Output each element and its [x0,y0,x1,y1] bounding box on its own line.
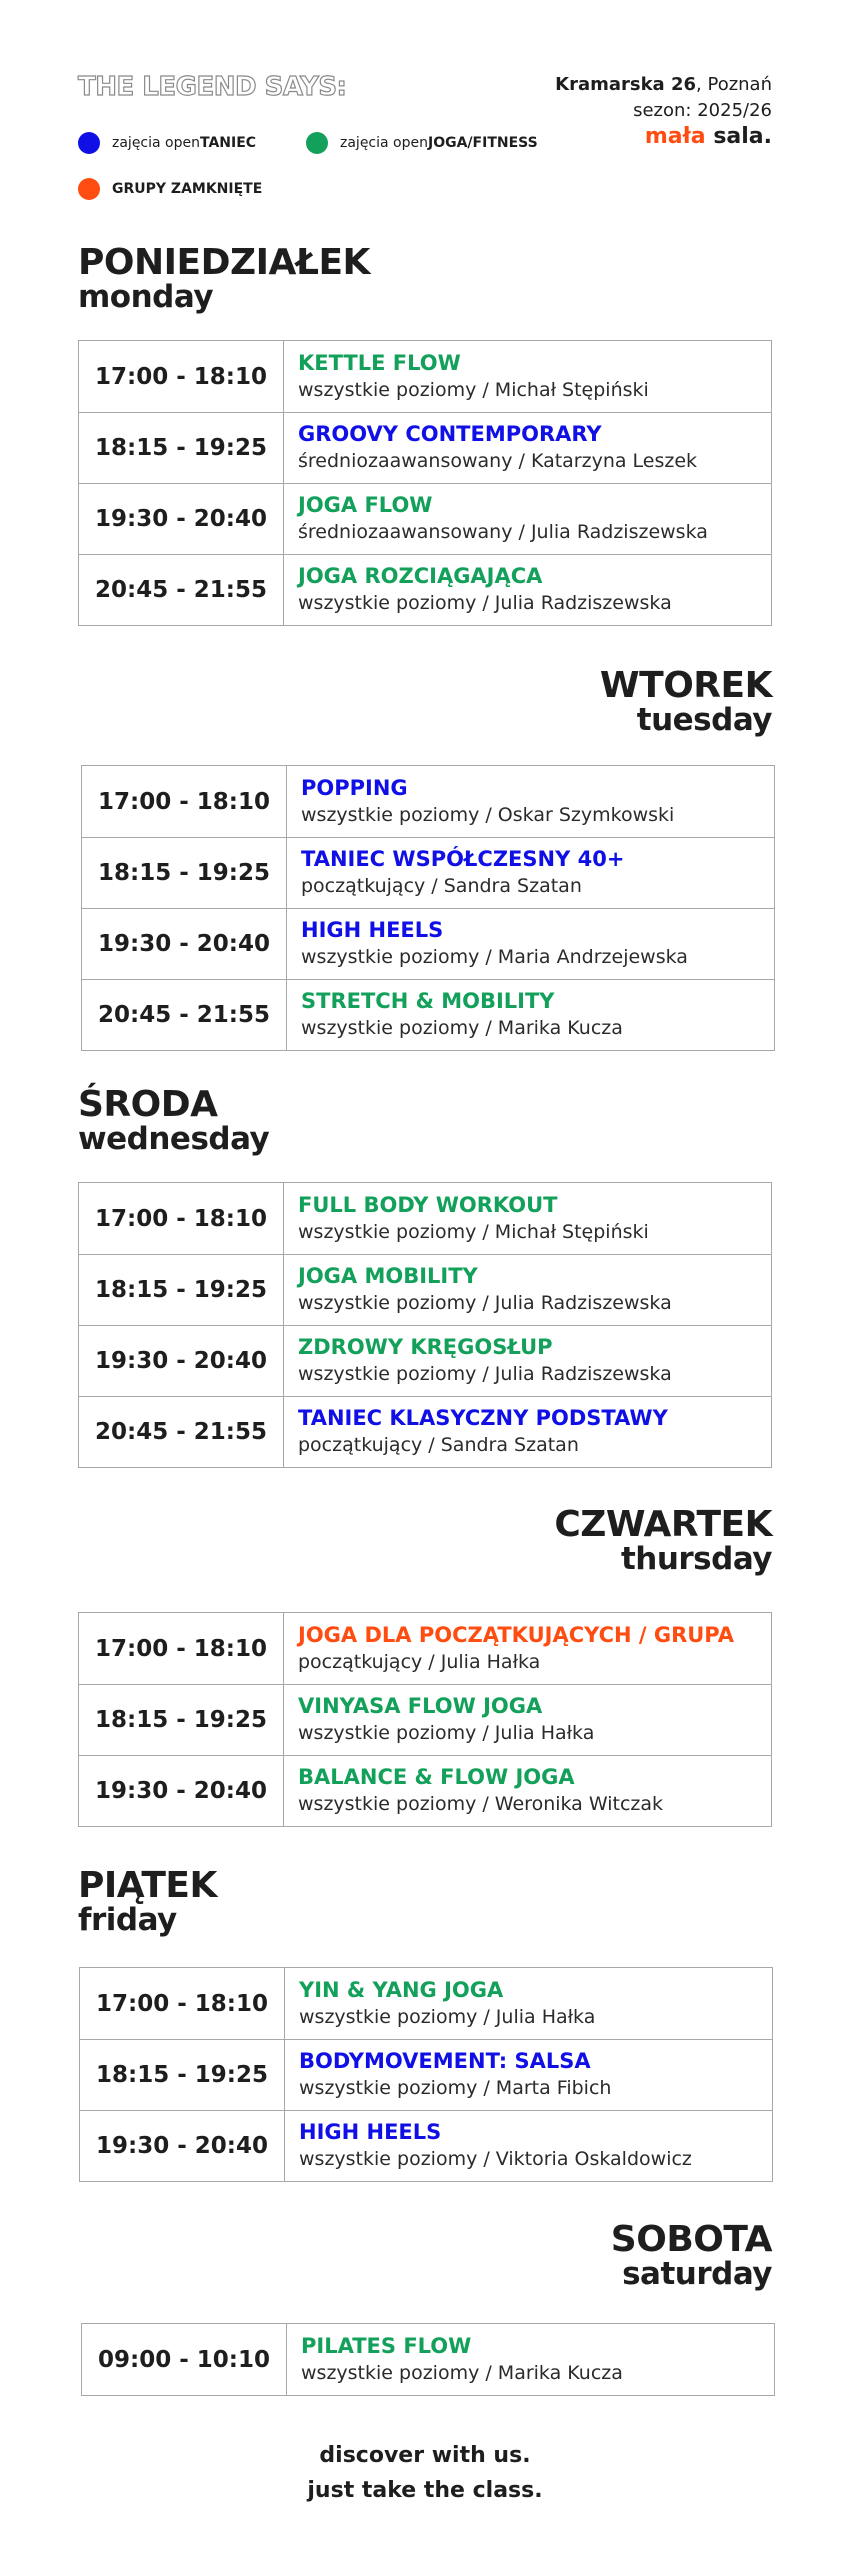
class-meta: wszystkie poziomy / Julia Radziszewska [298,1363,672,1385]
schedule-table-wednesday [78,1182,772,1468]
schedule-row [79,1684,771,1755]
class-name: GROOVY CONTEMPORARY [298,422,602,446]
season: sezon: 2025/26 [633,100,772,121]
class-name: FULL BODY WORKOUT [298,1192,558,1217]
schedule-row [82,979,774,1050]
class-name: HIGH HEELS [299,2120,442,2144]
class-name: PILATES FLOW [301,2333,472,2358]
day-name-pl: SOBOTA [610,2219,772,2260]
orange-dot-icon [78,178,100,200]
time-slot: 19:30 - 20:40 [82,909,287,979]
time-slot: 18:15 - 19:25 [79,413,284,483]
schedule-table-friday [79,1967,773,2182]
class-name: HIGH HEELS [301,918,444,942]
class-name: VINYASA FLOW JOGA [298,1694,543,1718]
studio-info [555,72,772,150]
day-name-en: thursday [620,1541,772,1577]
city: , Poznań [696,74,772,95]
class-name: BODYMOVEMENT: SALSA [299,2049,591,2073]
day-name-pl: PIĄTEK [78,1865,217,1906]
class-meta: wszystkie poziomy / Weronika Witczak [298,1793,664,1815]
class-meta: wszystkie poziomy / Viktoria Oskaldowicz [299,2148,692,2170]
day-name-pl: ŚRODA [78,1084,218,1125]
day-heading-saturday [610,2219,772,2292]
day-name-en: monday [78,279,214,315]
class-name: JOGA FLOW [298,493,433,517]
schedule-table-tuesday [81,765,775,1051]
address [555,72,772,98]
footer-tagline [0,2438,850,2508]
class-name: ZDROWY KRĘGOSŁUP [298,1335,553,1359]
schedule-row [82,766,774,837]
legend-label-prefix: zajęcia open [112,135,200,151]
class-meta: wszystkie poziomy / Julia Radziszewska [298,592,672,614]
class-meta: wszystkie poziomy / Julia Hałka [298,1722,595,1744]
street: Kramarska 26 [555,74,697,95]
time-slot: 18:15 - 19:25 [79,1255,284,1325]
day-name-en: wednesday [78,1121,270,1157]
time-slot: 17:00 - 18:10 [80,1968,285,2039]
time-slot: 18:15 - 19:25 [82,838,287,908]
class-meta: wszystkie poziomy / Marta Fibich [299,2077,612,2099]
legend-label: GRUPY ZAMKNIĘTE [112,181,263,197]
class-name: JOGA MOBILITY [298,1264,478,1288]
class-name: JOGA DLA POCZĄTKUJĄCYCH / GRUPA [298,1622,735,1647]
class-meta: średniozaawansowany / Julia Radziszewska [298,521,708,543]
class-meta: początkujący / Julia Hałka [298,1650,541,1673]
class-meta: wszystkie poziomy / Julia Radziszewska [298,1292,672,1314]
day-heading-monday [78,242,370,315]
time-slot: 17:00 - 18:10 [79,1613,284,1684]
class-meta: wszystkie poziomy / Michał Stępiński [298,378,649,401]
time-slot: 18:15 - 19:25 [80,2040,285,2110]
class-name: JOGA ROZCIĄGAJĄCA [298,564,543,588]
schedule-row [79,1396,771,1467]
schedule-row [79,341,771,412]
schedule-row [79,483,771,554]
legend-item-yoga [306,132,538,154]
class-meta: początkujący / Sandra Szatan [298,1434,579,1456]
time-slot: 20:45 - 21:55 [82,980,287,1050]
schedule-row [82,908,774,979]
schedule-table-monday [78,340,772,626]
time-slot: 19:30 - 20:40 [79,1326,284,1396]
day-name-pl: CZWARTEK [554,1504,772,1545]
class-name: TANIEC WSPÓŁCZESNY 40+ [301,847,625,871]
day-heading-tuesday [599,665,772,738]
blue-dot-icon [78,132,100,154]
schedule-row [79,412,771,483]
legend-item-closed [78,178,262,200]
time-slot: 20:45 - 21:55 [79,1397,284,1467]
time-slot: 17:00 - 18:10 [79,341,284,412]
schedule-row [79,1755,771,1826]
time-slot: 19:30 - 20:40 [79,484,284,554]
schedule-row [82,837,774,908]
day-name-pl: PONIEDZIAŁEK [78,242,370,283]
legend-item-dance [78,132,256,154]
class-meta: wszystkie poziomy / Michał Stępiński [298,1220,649,1243]
class-meta: wszystkie poziomy / Julia Hałka [299,2005,596,2028]
schedule-row [79,1183,771,1254]
legend-label: JOGA/FITNESS [428,135,538,151]
time-slot: 19:30 - 20:40 [80,2111,285,2181]
class-meta: początkujący / Sandra Szatan [301,875,582,897]
class-name: TANIEC KLASYCZNY PODSTAWY [298,1406,668,1430]
schedule-row [79,554,771,625]
tagline-line-1: discover with us. [319,2443,531,2468]
schedule-row [80,2110,772,2181]
class-meta: wszystkie poziomy / Oskar Szymkowski [301,803,675,826]
brand-logo: mała sala. [644,124,772,149]
schedule-row [82,2324,774,2395]
time-slot: 09:00 - 10:10 [82,2324,287,2395]
legend-title: THE LEGEND SAYS: [78,72,347,102]
time-slot: 18:15 - 19:25 [79,1685,284,1755]
time-slot: 19:30 - 20:40 [79,1756,284,1826]
legend-label-prefix: zajęcia open [340,135,428,151]
class-name: BALANCE & FLOW JOGA [298,1765,575,1789]
day-heading-thursday [554,1504,772,1577]
class-meta: wszystkie poziomy / Marika Kucza [301,1017,623,1039]
day-name-en: friday [78,1902,177,1938]
class-name: KETTLE FLOW [298,350,461,375]
day-name-en: saturday [622,2256,772,2292]
class-meta: wszystkie poziomy / Marika Kucza [301,2361,623,2384]
day-heading-wednesday [78,1084,270,1157]
day-name-en: tuesday [636,702,772,738]
class-name: POPPING [301,775,408,800]
day-heading-friday [78,1865,217,1938]
tagline-line-2: just take the class. [307,2478,543,2503]
schedule-row [79,1254,771,1325]
time-slot: 17:00 - 18:10 [79,1183,284,1254]
time-slot: 17:00 - 18:10 [82,766,287,837]
schedule-row [80,2039,772,2110]
class-meta: średniozaawansowany / Katarzyna Leszek [298,450,698,472]
schedule-table-thursday [78,1612,772,1827]
schedule-row [79,1325,771,1396]
day-name-pl: WTOREK [599,665,772,706]
schedule-table-saturday [81,2323,775,2396]
schedule-row [80,1968,772,2039]
schedule-row [79,1613,771,1684]
legend-label: TANIEC [200,135,257,151]
class-meta: wszystkie poziomy / Maria Andrzejewska [301,946,688,968]
class-name: YIN & YANG JOGA [299,1977,504,2002]
time-slot: 20:45 - 21:55 [79,555,284,625]
class-name: STRETCH & MOBILITY [301,989,555,1013]
green-dot-icon [306,132,328,154]
